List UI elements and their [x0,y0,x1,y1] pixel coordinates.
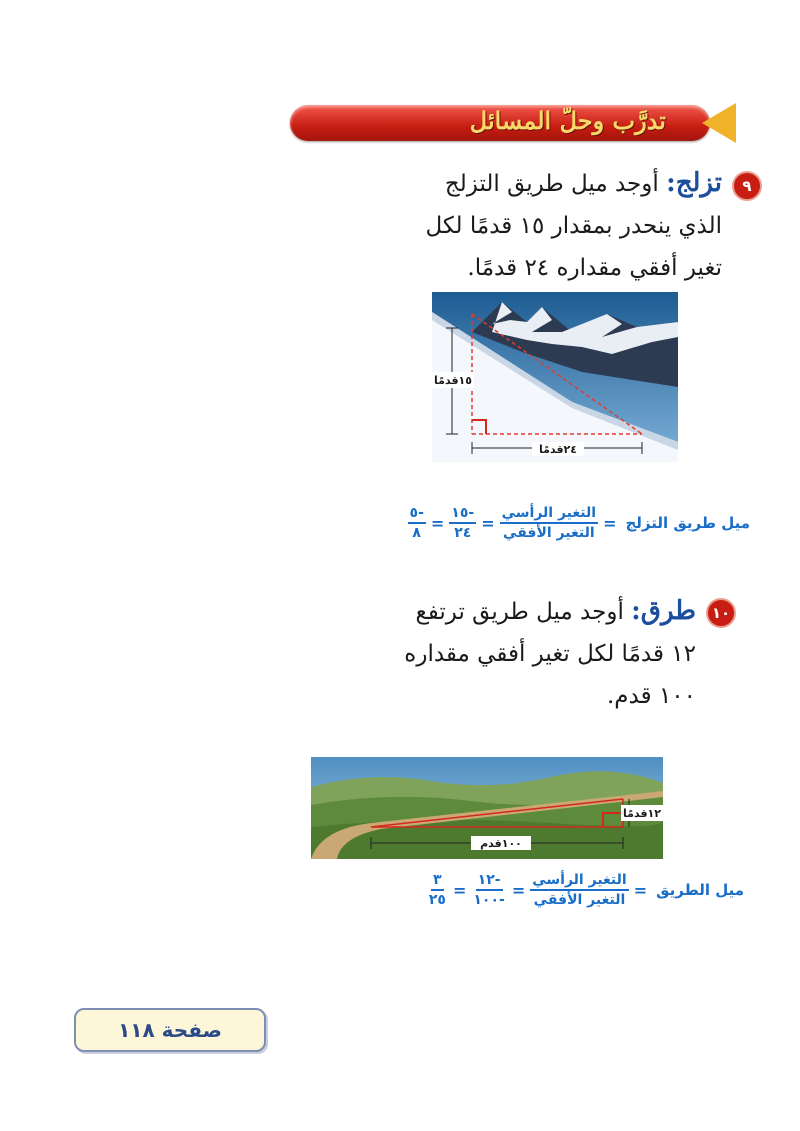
formula-label: ميل طريق التزلج [625,514,750,532]
fraction-numerator: -١٢ [476,872,503,891]
solution-10-formula [427,872,744,908]
fraction-denominator: ٢٥ [428,892,446,908]
problem-line: أوجد ميل طريق التزلج [444,171,659,197]
value-fraction [471,872,506,908]
horizontal-label: ١٠٠قدم [480,837,522,850]
fraction-denominator: ٢٤ [454,525,472,541]
formula-label: ميل الطريق [656,881,744,899]
problem-number-badge: ١٠ [706,598,736,628]
solution-9-formula [408,505,750,541]
problem-10-text [404,590,696,717]
fraction-numerator: التغير الرأسي [500,505,598,524]
equals-sign: = [511,880,526,900]
horizontal-label: ٢٤قدمًا [539,443,577,456]
problem-9-text [425,162,722,289]
simplified-fraction [408,505,426,541]
problem-number-badge: ٩ [732,171,762,201]
fraction-denominator: ٨ [412,525,421,541]
fraction-numerator: ٣ [431,872,444,891]
section-title: تدرَّب وحلّ المسائل [469,106,666,135]
problem-line: أوجد ميل طريق ترتفع [415,599,624,625]
section-banner [290,103,736,143]
problem-line: ١٠٠ قدم. [607,683,696,709]
equals-sign: = [603,513,617,533]
value-fraction [449,505,476,541]
keyword-separator: : [666,168,676,198]
fraction-numerator: التغير الرأسي [530,872,628,891]
fraction-denominator: -١٠٠ [473,892,505,908]
equals-sign: = [430,513,445,533]
road-figure [311,757,663,859]
vertical-label: ١٥قدمًا [434,374,472,387]
problem-keyword: تزلج [675,168,722,198]
page-number: صفحة ١١٨ [118,1018,222,1042]
fraction-denominator: التغير الأفقي [503,525,595,541]
banner-arrow-icon [702,103,736,143]
problem-line: الذي ينحدر بمقدار ١٥ قدمًا لكل [425,213,722,239]
problem-line: تغير أفقي مقداره ٢٤ قدمًا. [467,255,722,281]
equals-sign: = [481,513,495,533]
problem-keyword: طرق [640,596,696,626]
keyword-separator: : [631,596,641,626]
equals-sign: = [633,880,648,900]
equals-sign: = [452,880,467,900]
fraction-numerator: -١٥ [449,505,476,524]
simplified-fraction [427,872,448,908]
slope-definition-fraction [530,872,628,908]
vertical-label: ١٢قدمًا [623,807,661,820]
page-number-box [74,1008,266,1052]
fraction-denominator: التغير الأفقي [533,892,626,908]
ski-slope-figure [432,292,678,462]
fraction-numerator: -٥ [408,505,426,524]
slope-definition-fraction [500,505,598,541]
problem-line: ١٢ قدمًا لكل تغير أفقي مقداره [404,641,696,667]
